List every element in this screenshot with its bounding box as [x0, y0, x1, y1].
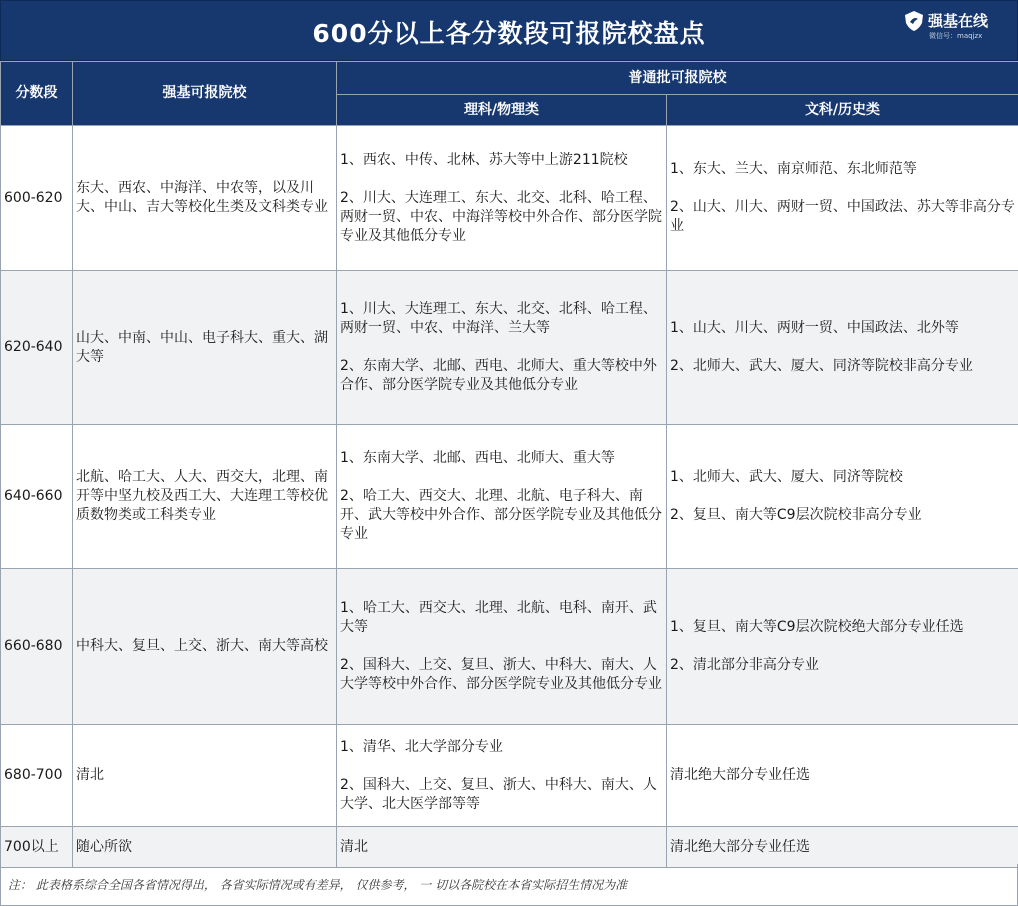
score-range-cell: 640-660 — [1, 425, 73, 569]
list-item: 2、山大、川大、两财一贸、中国政法、苏大等非高分专业 — [670, 199, 1015, 234]
logo-text: 强基在线 — [928, 12, 989, 30]
science-cell — [337, 569, 667, 725]
logo-subtext: 微信号：maqjzx — [929, 32, 983, 40]
header-science: 理科/物理类 — [337, 95, 667, 126]
table-row — [1, 827, 1018, 868]
score-range-cell: 620-640 — [1, 271, 73, 425]
science-cell — [337, 271, 667, 425]
arts-cell — [667, 425, 1018, 569]
brand-logo — [903, 8, 999, 44]
table-row — [1, 425, 1018, 569]
table-row — [1, 271, 1018, 425]
list-item: 2、哈工大、西交大、北理、北航、电子科大、南开、武大等校中外合作、部分医学院专业及其他低分专业 — [340, 488, 662, 542]
science-cell — [337, 126, 667, 271]
arts-cell — [667, 271, 1018, 425]
qiangji-cell: 北航、哈工大、人大、西交大，北理、南开等中坚九校及西工大、大连理工等校优质数物类或工科类专业 — [73, 425, 337, 569]
list-item: 2、北师大、武大、厦大、同济等院校非高分专业 — [670, 358, 973, 374]
list-item: 1、复旦、南大等C9层次院校绝大部分专业任选 — [670, 619, 964, 635]
science-cell — [337, 827, 667, 868]
science-cell — [337, 425, 667, 569]
list-item: 1、北师大、武大、厦大、同济等院校 — [670, 469, 903, 485]
list-item: 清北 — [340, 838, 368, 855]
qiangji-cell: 东大、西农、中海洋、中农等，以及川大、中山、吉大等校化生类及文科类专业 — [73, 126, 337, 271]
page-title: 600分以上各分数段可报院校盘点 — [312, 19, 706, 48]
list-item: 1、清华、北大学部分专业 — [340, 738, 503, 755]
arts-cell — [667, 827, 1018, 868]
score-range-cell: 700以上 — [1, 827, 73, 868]
shield-logo-icon — [903, 10, 925, 32]
list-item: 1、西农、中传、北林、苏大等中上游211院校 — [340, 151, 628, 168]
arts-cell — [667, 126, 1018, 271]
header-putong: 普通批可报院校 — [337, 62, 1018, 95]
list-item: 1、哈工大、西交大、北理、北航、电科、南开、武大等 — [340, 600, 657, 635]
score-range-cell: 660-680 — [1, 569, 73, 725]
science-cell — [337, 725, 667, 827]
qiangji-cell: 山大、中南、中山、电子科大、重大、湖大等 — [73, 271, 337, 425]
arts-cell — [667, 569, 1018, 725]
list-item: 2、复旦、南大等C9层次院校非高分专业 — [670, 507, 922, 523]
table-row — [1, 725, 1018, 827]
list-item: 清北绝大部分专业任选 — [670, 838, 810, 855]
table-row — [1, 126, 1018, 271]
header-score-range: 分数段 — [1, 62, 73, 126]
list-item: 1、东南大学、北邮、西电、北师大、重大等 — [340, 450, 615, 466]
arts-cell — [667, 725, 1018, 827]
header-arts: 文科/历史类 — [667, 95, 1018, 126]
score-table — [0, 61, 1018, 868]
list-item: 2、东南大学、北邮、西电、北师大、重大等校中外合作、部分医学院专业及其他低分专业 — [340, 358, 657, 393]
list-item: 2、川大、大连理工、东大、北交、北科、哈工程、两财一贸、中农、中海洋等校中外合作、部分医学院专业及其他低分专业 — [340, 189, 662, 244]
list-item: 清北绝大部分专业任选 — [670, 767, 810, 783]
header-row-top — [1, 62, 1018, 95]
qiangji-cell: 清北 — [73, 725, 337, 827]
list-item: 1、东大、兰大、南京师范、东北师范等 — [670, 161, 917, 177]
list-item: 2、清北部分非高分专业 — [670, 657, 819, 673]
list-item: 2、国科大、上交、复旦、浙大、中科大、南大、人大学、北大医学部等等 — [340, 776, 657, 812]
header-qiangji: 强基可报院校 — [73, 62, 337, 126]
list-item: 2、国科大、上交、复旦、浙大、中科大、南大、人大学等校中外合作、部分医学院专业及其他低分专业 — [340, 657, 662, 692]
footnote: 注： 此表格系综合全国各省情况得出， 各省实际情况或有差异， 仅供参考， 一 切以各院校在本省实际招生情况为准 — [0, 864, 1018, 906]
qiangji-cell: 随心所欲 — [73, 827, 337, 868]
qiangji-cell: 中科大、复旦、上交、浙大、南大等高校 — [73, 569, 337, 725]
list-item: 1、川大、大连理工、东大、北交、北科、哈工程、两财一贸、中农、中海洋、兰大等 — [340, 301, 657, 336]
list-item: 1、山大、川大、两财一贸、中国政法、北外等 — [670, 320, 959, 336]
score-range-cell: 600-620 — [1, 126, 73, 271]
title-bar — [0, 0, 1018, 61]
score-range-cell: 680-700 — [1, 725, 73, 827]
table-row — [1, 569, 1018, 725]
